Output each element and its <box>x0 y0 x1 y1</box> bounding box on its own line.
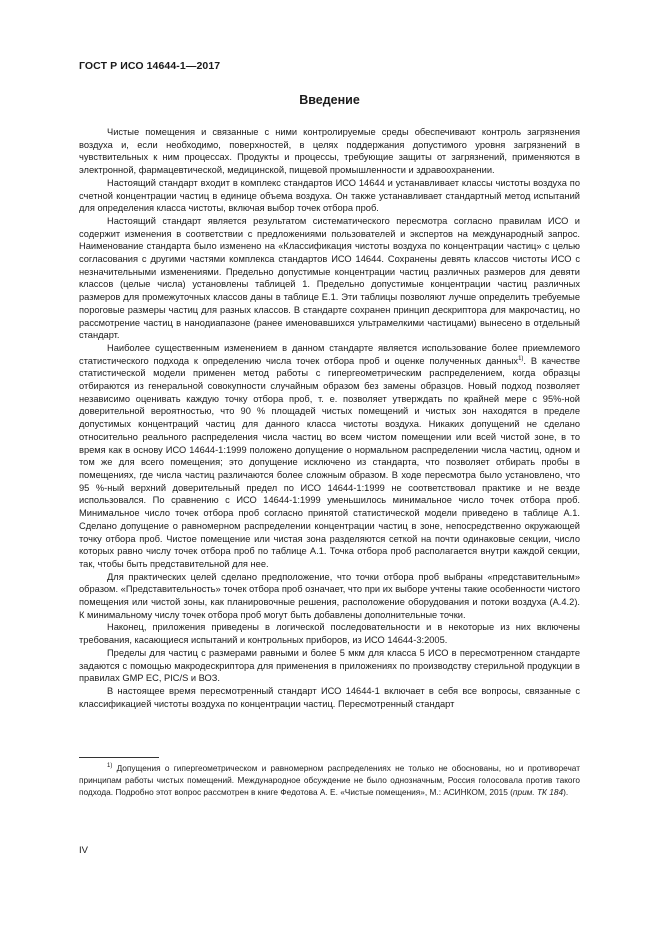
document-header: ГОСТ Р ИСО 14644-1—2017 <box>79 60 221 72</box>
paragraph <box>79 342 580 571</box>
footnote-paragraph <box>79 763 580 798</box>
footnote-note: прим. ТК 184 <box>512 786 564 797</box>
paragraph: В настоящее время пересмотренный стандарт ИСО 14644-1 включает в себя все вопросы, связанные с классификацией чистоты воздуха по концентрации частиц. Пересмотренный стандарт <box>79 685 580 709</box>
footnote-ref: 1) <box>518 355 524 362</box>
paragraph-text: Наиболее существенным изменением в данном стандарте является использование более приемлемого статистического подхода к определению числа точек отбора проб и оценке полученных данных <box>79 342 580 366</box>
section-title: Введение <box>299 93 360 107</box>
paragraph-text: . В качестве статистической модели применен метод работы с гипергеометрическим распределением, когда образцы отбираются из генеральной совокупности случайным образом без замены образцов. Новый подход позволяет независимо оценивать каждую точку отбора проб, т. е. позволяет утверждать по крайней мере с 95%-ной доверительной вероятностью, что 90 % площадей чистых помещений и чистых зон находятся в пределе допустимых концентраций частиц для данного класса чистоты воздуха. Никаких допущений не сделано относительно реального распределения числа частиц во всем чистом помещении или всей чистой зоне, в то время как в основу ИСО 14644-1:1999 положено допущение о нормальном распределении числа частиц, одном и том же для всего помещения; это допущение исключено из стандарта, что позволяет отбирать пробы в помещениях, где числа частиц различаются более сложным образом. В ходе пересмотра было установлено, что 95 %-ный верхний доверительный предел по ИСО 14644-1:1999 не соответствовал практике и не везде использовался. По сравнению с ИСО 14644-1:1999 уменьшилось минимальное число точек отбора проб. Минимальное число точек отбора проб согласно принятой статистической модели приведено в таблице А.1. Сделано допущение о равномерном распределении концентрации частиц в зоне, непосредственно окружающей точку отбора проб. Чистое помещение или чистая зона разделяются сеткой на почти одинаковые секции, число которых равно числу точек отбора проб по таблице А.1. Точка отбора проб располагается внутри каждой секции, так, чтобы быть представительной для нее. <box>79 355 580 569</box>
paragraph: Для практических целей сделано предположение, что точки отбора проб выбраны «представительным» образом. «Представительность» точек отбора проб означает, что при их выборе учтены такие особенности чистого помещения или чистой зоны, как планировочные решения, расположение оборудования и потоки воздуха (А.4.2). К минимальному числу точек отбора проб могут быть добавлены дополнительные точки. <box>79 571 580 620</box>
footnote-text: Допущения о гипергеометрическом и равномерном распределениях не только не обоснованы, но и противоречат принципам работы чистых помещений. Международное обсуждение не было однозначным, Россия голосовала против такого подхода. Подробно этот вопрос рассмотрен в книге Федотова А. Е. «Чистые помещения», М.: АСИНКОМ, 2015 ( <box>79 763 580 797</box>
footnote <box>79 763 580 798</box>
footnote-end: ). <box>563 786 569 797</box>
page-number: IV <box>79 845 88 856</box>
footnote-separator <box>79 757 159 758</box>
footnote-marker: 1) <box>107 763 113 770</box>
paragraph: Чистые помещения и связанные с ними контролируемые среды обеспечивают контроль загрязнения воздуха и, если необходимо, поверхностей, в целях поддержания допустимого уровня загрязнений в чувствительных к ним процессах. Продукты и процессы, требующие защиты от загрязнений, применяются в электронной, фармацевтической, медицинской, пищевой промышленности и здравоохранении. <box>79 127 580 176</box>
body-text <box>79 126 580 710</box>
paragraph: Пределы для частиц с размерами равными и более 5 мкм для класса 5 ИСО в пересмотренном стандарте задаются с помощью макродескриптора для применения в приложениях по производству стерильной продукции в правилах GMP ЕС, PIC/S и ВОЗ. <box>79 647 580 684</box>
paragraph: Настоящий стандарт является результатом систематического пересмотра согласно правилам ИСО и содержит изменения в соответствии с предложениями пользователей и экспертов на международный запрос. Наименование стандарта было изменено на «Классификация чистоты воздуха по концентрации частиц» с целью согласования с другими частями комплекса стандартов ИСО 14644. Сохранены девять классов чистоты ИСО с незначительными изменениями. Предельно допустимые концентрации частиц различных размеров для девяти классов (целые числа) установлены таблицей 1. Предельно допустимые концентрации частиц различных размеров для промежуточных классов даны в таблице Е.1. Эти таблицы позволяют лучше определить требуемые пороговые размеры частиц для разных классов. В стандарте сохранен принцип дескриптора для макрочастиц, но рассмотрение частиц в нанодиапазоне (ранее именовавшихся ультрамелкими частицами) вынесено в отдельный стандарт. <box>79 215 580 341</box>
paragraph: Наконец, приложения приведены в логической последовательности и в некоторые из них включены требования, касающиеся испытаний и контрольных приборов, из ИСО 14644-3:2005. <box>79 622 580 646</box>
paragraph: Настоящий стандарт входит в комплекс стандартов ИСО 14644 и устанавливает классы чистоты воздуха по счетной концентрации частиц в единице объема воздуха. Он также устанавливает стандартный метод испытаний для определения класса чистоты, включая выбор точек отбора проб. <box>79 177 580 214</box>
